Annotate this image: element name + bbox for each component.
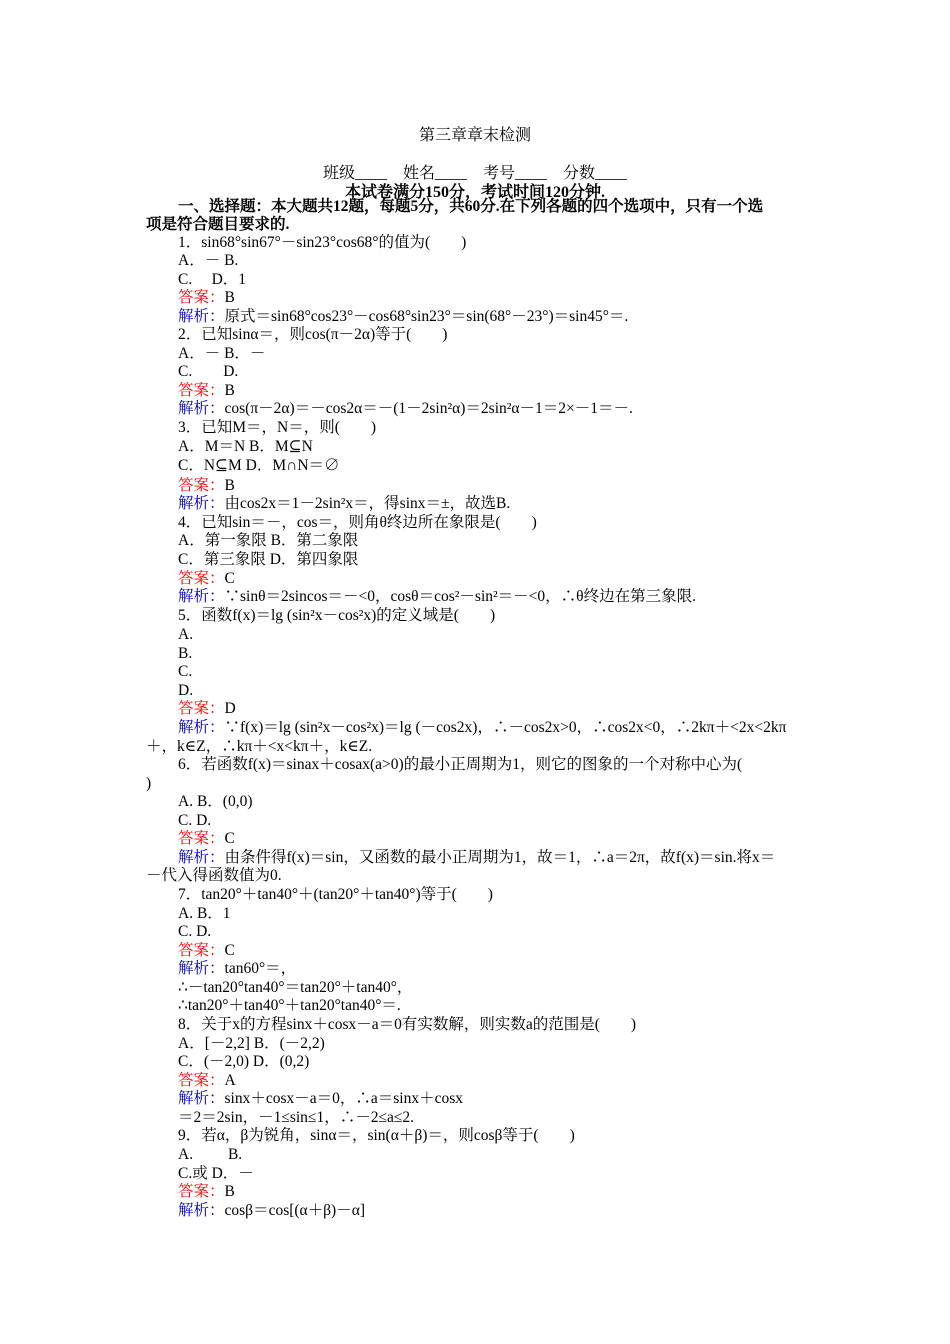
explain-label: 解析： — [178, 588, 225, 605]
q1-explanation — [178, 308, 628, 326]
answer-value: C — [224, 830, 235, 847]
q9-answer — [178, 1183, 235, 1201]
q5-option-c: C. — [178, 663, 193, 680]
q5-explanation — [178, 719, 786, 737]
q8-options-cd: C．(－2,0) D．(0,2) — [178, 1053, 310, 1070]
answer-value: C — [224, 942, 235, 959]
answer-label: 答案： — [178, 700, 225, 717]
answer-value: B — [224, 289, 235, 306]
q9-options-cd: C.或 D．－ — [178, 1165, 254, 1182]
answer-value: A — [224, 1072, 236, 1089]
q6-explanation-cont: －代入得函数值为0. — [146, 867, 282, 884]
answer-label: 答案： — [178, 830, 225, 847]
q1-options-cd: C. D．1 — [178, 271, 247, 288]
answer-label: 答案： — [178, 289, 225, 306]
q8-explanation-line2: ＝2＝2sin，－1≤sin≤1，∴－2≤a≤2. — [178, 1109, 414, 1126]
explain-label: 解析： — [178, 1090, 225, 1107]
explain-text: cos(π－2α)＝－cos2α＝－(1－2sin²α)＝2sin²α－1＝2×－1＝－. — [224, 400, 633, 417]
explain-text: ∵f(x)＝lg (sin²x－cos²x)＝lg (－cos2x)，∴－cos2x>0，∴cos2x<0，∴2kπ＋<2x<2kπ — [224, 719, 787, 736]
explain-text: ∵sinθ＝2sincos＝－<0，cosθ＝cos²－sin²＝－<0，∴θ终边在第三象限. — [224, 588, 696, 605]
q3-options-ab: A．M＝N B．M⊆N — [178, 438, 313, 455]
q6-stem: 6．若函数f(x)＝sinax＋cosax(a>0)的最小正周期为1，则它的图象的一个对称中心为( — [178, 756, 743, 773]
q4-answer — [178, 570, 235, 588]
q4-stem: 4．已知sin＝－，cos＝，则角θ终边所在象限是( ) — [178, 514, 537, 531]
q3-options-cd: C．N⊆M D．M∩N＝∅ — [178, 457, 340, 474]
explain-text: sinx＋cosx－a＝0，∴a＝sinx＋cosx — [224, 1090, 464, 1107]
explain-label: 解析： — [178, 960, 225, 977]
q1-options-ab: A．－ B. — [178, 252, 239, 269]
q5-explanation-cont: ＋，k∈Z，∴kπ＋<x<kπ＋，k∈Z. — [146, 738, 373, 755]
q7-explanation-line2: ∴－tan20°tan40°＝tan20°＋tan40°， — [178, 979, 413, 996]
q5-option-d: D. — [178, 682, 194, 699]
q3-stem: 3．已知M＝，N＝，则( ) — [178, 419, 377, 436]
q8-stem: 8．关于x的方程sinx＋cosx－a＝0有实数解，则实数a的范围是( ) — [178, 1016, 637, 1033]
answer-label: 答案： — [178, 942, 225, 959]
explain-label: 解析： — [178, 849, 225, 866]
q6-answer — [178, 830, 235, 848]
answer-label: 答案： — [178, 382, 225, 399]
answer-value: C — [224, 570, 235, 587]
section-heading-cont: 项是符合题目要求的. — [146, 216, 290, 233]
q7-answer — [178, 942, 235, 960]
q5-option-b: B. — [178, 645, 193, 662]
q4-explanation — [178, 588, 696, 606]
explain-label: 解析： — [178, 400, 225, 417]
explain-text: 由条件得f(x)＝sin，又函数的最小正周期为1，故＝1，∴a＝2π，故f(x)＝sin.将x＝ — [224, 849, 776, 866]
q1-stem: 1．sin68°sin67°－sin23°cos68°的值为( ) — [178, 234, 467, 251]
section-heading: 一、选择题：本大题共12题，每题5分，共60分.在下列各题的四个选项中，只有一个选 — [178, 198, 764, 215]
q4-options-ab: A．第一象限 B．第二象限 — [178, 532, 359, 549]
q8-answer — [178, 1072, 236, 1090]
q7-options-cd: C. D. — [178, 923, 212, 940]
explain-text: 由cos2x＝1－2sin²x＝，得sinx＝±，故选B. — [224, 495, 511, 512]
q6-stem-cont: ) — [146, 775, 152, 792]
q5-stem: 5．函数f(x)＝lg (sin²x－cos²x)的定义域是( ) — [178, 607, 496, 624]
q6-options-ab: A. B．(0,0) — [178, 793, 253, 810]
answer-value: B — [224, 1183, 235, 1200]
q3-explanation — [178, 495, 510, 513]
explain-text: tan60°＝， — [224, 960, 297, 977]
q9-stem: 9．若α，β为锐角，sinα＝，sin(α＋β)＝，则cosβ等于( ) — [178, 1127, 575, 1144]
explain-label: 解析： — [178, 719, 225, 736]
answer-label: 答案： — [178, 570, 225, 587]
document-title: 第三章章末检测 — [418, 127, 531, 144]
explain-label: 解析： — [178, 495, 225, 512]
explain-text: 原式＝sin68°cos23°－cos68°sin23°＝sin(68°－23°)＝sin45°＝. — [224, 308, 629, 325]
q2-explanation — [178, 400, 633, 418]
q8-options-ab: A．[－2,2] B．(－2,2) — [178, 1035, 325, 1052]
answer-value: D — [224, 700, 236, 717]
q2-options-cd: C. D. — [178, 363, 239, 380]
q3-answer — [178, 477, 235, 495]
q8-explanation — [178, 1090, 463, 1108]
answer-label: 答案： — [178, 1072, 225, 1089]
answer-value: B — [224, 477, 235, 494]
explain-text: cosβ＝cos[(α＋β)－α] — [224, 1202, 365, 1219]
info-line: 班级____ 姓名____ 考号____ 分数____ — [322, 165, 627, 182]
q2-answer — [178, 382, 235, 400]
answer-label: 答案： — [178, 477, 225, 494]
q9-options-ab: A. B. — [178, 1146, 243, 1163]
q7-explanation-line3: ∴tan20°＋tan40°＋tan20°tan40°＝. — [178, 997, 401, 1014]
q6-explanation — [178, 849, 775, 867]
note-line: 本试卷满分150分，考试时间120分钟. — [344, 184, 605, 201]
answer-value: B — [224, 382, 235, 399]
q5-answer — [178, 700, 236, 718]
q7-options-ab: A. B．1 — [178, 905, 231, 922]
q2-stem: 2．已知sinα＝，则cos(π－2α)等于( ) — [178, 326, 448, 343]
q5-option-a: A. — [178, 626, 194, 643]
q2-options-ab: A．－ B．－ — [178, 345, 266, 362]
explain-label: 解析： — [178, 308, 225, 325]
answer-label: 答案： — [178, 1183, 225, 1200]
explain-label: 解析： — [178, 1202, 225, 1219]
q4-options-cd: C．第三象限 D．第四象限 — [178, 551, 359, 568]
q6-options-cd: C. D. — [178, 812, 212, 829]
q1-answer — [178, 289, 235, 307]
q7-stem: 7．tan20°＋tan40°＋(tan20°＋tan40°)等于( ) — [178, 886, 493, 903]
q7-explanation — [178, 960, 296, 978]
q9-explanation — [178, 1202, 365, 1220]
